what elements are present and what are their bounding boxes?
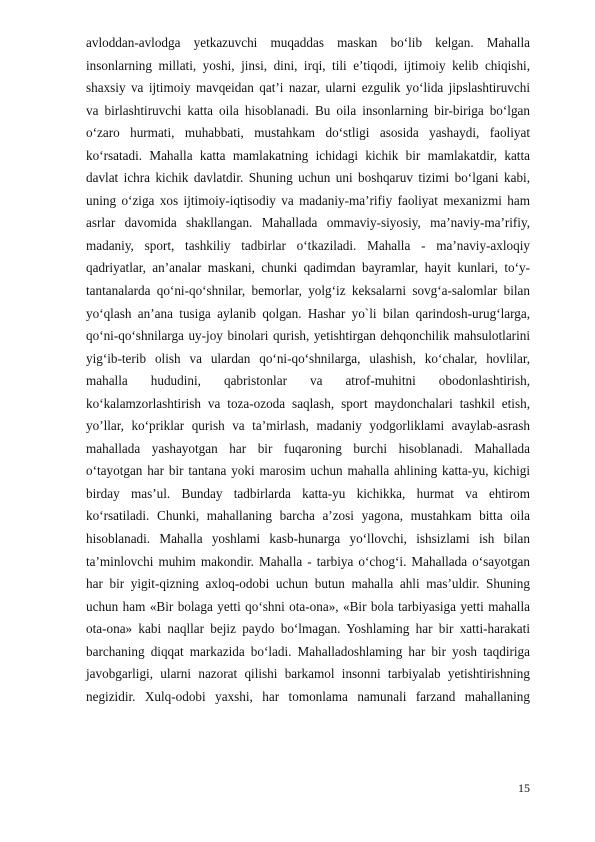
page-number: 15: [518, 781, 530, 795]
text-line: ta’minlovchi muhim makondir. Mahalla - tarbiya o‘chog‘i. Mahallada o‘sayotgan: [86, 553, 530, 569]
text-line: va birlashtiruvchi katta oila hisoblanadi. Bu oila insonlarning bir-biriga bo‘lgan: [86, 102, 530, 118]
text-line: hisoblanadi. Mahalla yoshlami kasb-hunarga yo‘llovchi, ishsizlami ish bilan: [86, 531, 530, 547]
text-line: davlat ichra kichik davlatdir. Shuning uchun uni boshqaruv tizimi bo‘lgani kabi,: [86, 170, 530, 186]
text-line: tantanalarda qo‘ni-qo‘shnilar, bemorlar, yolg‘iz keksalarni sovg‘a-salomlar bilan: [86, 283, 530, 299]
text-line: madaniy, sport, tashkiliy tadbirlar o‘tkaziladi. Mahalla - ma’naviy-axloqiy: [86, 237, 530, 253]
text-line: mahallada yashayotgan har bir fuqaroning burchi hisoblanadi. Mahallada: [86, 440, 530, 456]
text-line: mahalla hududini, qabristonlar va atrof-muhitni obodonlashtirish,: [86, 373, 530, 389]
document-body: [86, 32, 530, 708]
text-line: qo‘ni-qo‘shnilarga uy-joy binolari qurish, yetishtirgan dehqonchilik mahsulotlarini: [86, 328, 530, 344]
text-line: uning o‘ziga xos ijtimoiy-iqtisodiy va madaniy-ma’rifiy faoliyat mexanizmi ham: [86, 192, 530, 208]
text-line: avloddan-avlodga yetkazuvchi muqaddas maskan bo‘lib kelgan. Mahalla: [86, 35, 530, 50]
text-line: shaxsiy va ijtimoiy mavqeidan qat’i nazar, ularni ezgulik yo‘lida jipslashtiruvchi: [86, 80, 530, 96]
text-line: birday mas’ul. Bunday tadbirlarda katta-yu kichikka, hurmat va ehtirom: [86, 485, 530, 501]
text-line: ko‘kalamzorlashtirish va toza-ozoda saqlash, sport maydonchalari tashkil etish,: [86, 395, 530, 411]
text-line: qadriyatlar, an’analar maskani, chunki qadimdan bayramlar, hayit kunlari, to‘y-: [86, 260, 530, 276]
text-line: negizidir. Xulq-odobi yaxshi, har tomonlama namunali farzand mahallaning: [86, 688, 530, 704]
text-line: ko‘rsatiladi. Chunki, mahallaning barcha a’zosi yagona, mustahkam bitta oila: [86, 508, 530, 524]
text-line: har bir yigit-qizning axloq-odobi uchun butun mahalla ahli mas’uldir. Shuning: [86, 576, 530, 592]
text-line: uchun ham «Bir bolaga yetti qo‘shni ota-ona», «Bir bola tarbiyasiga yetti mahalla: [86, 598, 530, 614]
text-line: barchaning diqqat markazida bo‘ladi. Mahalladoshlaming har bir yosh taqdiriga: [86, 643, 530, 659]
text-line: yo‘qlash an’ana tusiga aylanib qolgan. Hashar yo`li bilan qarindosh-urug‘larga,: [86, 305, 530, 321]
text-line: ko‘rsatadi. Mahalla katta mamlakatning ichidagi kichik bir mamlakatdir, katta: [86, 147, 530, 163]
text-line: asrlar davomida shakllangan. Mahallada ommaviy-siyosiy, ma’naviy-ma’rifiy,: [86, 215, 530, 231]
text-line: o‘zaro hurmati, muhabbati, mustahkam do‘stligi asosida yashaydi, faoliyat: [86, 125, 530, 141]
text-line: ota-ona» kabi naqllar bejiz paydo bo‘lmagan. Yoshlaming har bir xatti-harakati: [86, 621, 530, 637]
text-line: yo’llar, ko‘priklar qurish va ta’mirlash, madaniy yodgorliklami avaylab-asrash: [86, 418, 530, 434]
text-line: o‘tayotgan har bir tantana yoki marosim uchun mahalla ahlining katta-yu, kichigi: [86, 463, 530, 479]
text-line: yig‘ib-terib olish va ulardan qo‘ni-qo‘shnilarga, ulashish, ko‘chalar, hovlilar,: [86, 350, 530, 366]
text-line: insonlarning millati, yoshi, jinsi, dini, irqi, tili e’tiqodi, ijtimoiy kelib chiqishi,: [86, 57, 530, 73]
text-line: javobgarligi, ularni nazorat qilishi barkamol insonni tarbiyalab yetishtirishning: [86, 666, 530, 682]
